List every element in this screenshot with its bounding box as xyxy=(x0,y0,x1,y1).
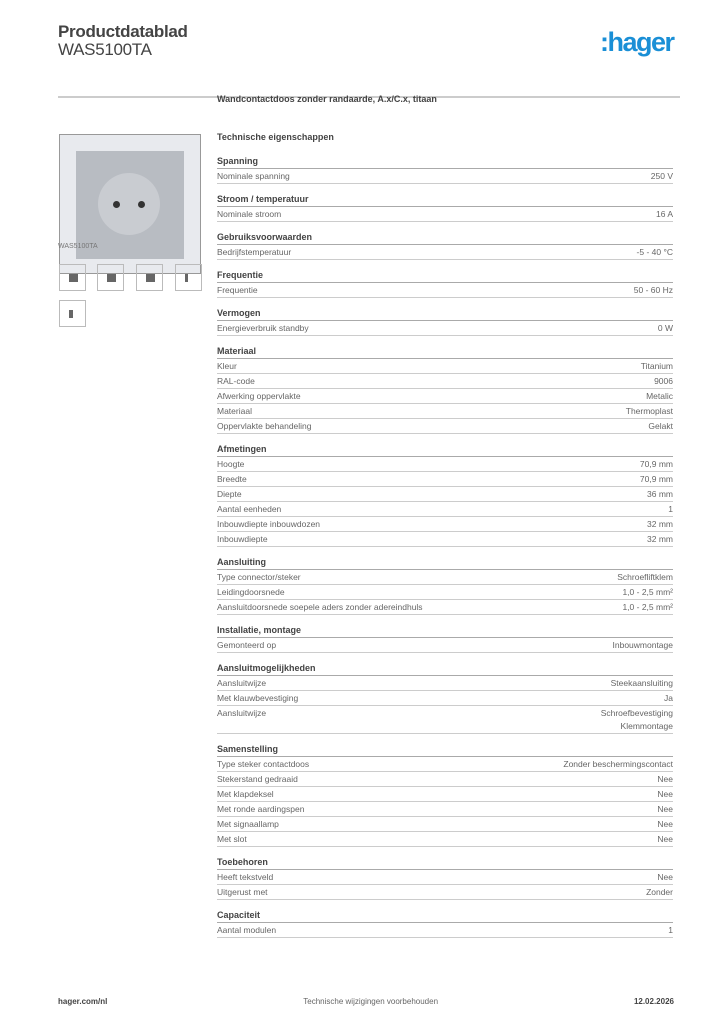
section-title: Gebruiksvoorwaarden xyxy=(217,231,673,245)
spec-row xyxy=(217,706,673,734)
spec-label: Oppervlakte behandeling xyxy=(217,421,312,431)
spec-label: Met slot xyxy=(217,834,247,844)
image-caption: WAS5100TA xyxy=(58,243,98,250)
spec-value: 9006 xyxy=(654,376,673,386)
spec-row xyxy=(217,923,673,938)
spec-row xyxy=(217,419,673,434)
spec-value: 36 mm xyxy=(647,489,673,499)
thumbnail-drawing-2[interactable] xyxy=(136,264,163,291)
spec-value: 250 V xyxy=(650,171,673,181)
spec-value: 1 xyxy=(668,504,673,514)
spec-value: Nee xyxy=(657,804,673,814)
spec-section xyxy=(217,909,673,938)
spec-section xyxy=(217,556,673,615)
spec-section xyxy=(217,193,673,222)
spec-row xyxy=(217,404,673,419)
spec-label: Breedte xyxy=(217,474,247,484)
specifications xyxy=(217,94,673,938)
spec-label: Nominale spanning xyxy=(217,171,290,181)
spec-row xyxy=(217,389,673,404)
spec-label: Afwerking oppervlakte xyxy=(217,391,301,401)
spec-value: 70,9 mm xyxy=(639,459,673,469)
section-title: Spanning xyxy=(217,155,673,169)
spec-label: Met klapdeksel xyxy=(217,789,274,799)
spec-label: Frequentie xyxy=(217,285,258,295)
spec-value: Steekaansluiting xyxy=(610,678,673,688)
footer xyxy=(58,997,674,1006)
spec-value: Zonder xyxy=(646,887,673,897)
spec-row xyxy=(217,757,673,772)
spec-label: Inbouwdiepte xyxy=(217,534,268,544)
spec-section xyxy=(217,307,673,336)
spec-section xyxy=(217,662,673,734)
spec-row xyxy=(217,585,673,600)
spec-value: Thermoplast xyxy=(625,406,673,416)
spec-row xyxy=(217,832,673,847)
spec-label: Heeft tekstveld xyxy=(217,872,274,882)
spec-row xyxy=(217,772,673,787)
spec-value: Nee xyxy=(657,774,673,784)
spec-value: 1 xyxy=(668,925,673,935)
spec-row xyxy=(217,676,673,691)
section-title: Materiaal xyxy=(217,345,673,359)
spec-value: 70,9 mm xyxy=(639,474,673,484)
spec-label: Met ronde aardingspen xyxy=(217,804,305,814)
spec-row xyxy=(217,502,673,517)
section-title: Installatie, montage xyxy=(217,624,673,638)
spec-value: 16 A xyxy=(655,209,673,219)
spec-label: Kleur xyxy=(217,361,237,371)
spec-value: 50 - 60 Hz xyxy=(633,285,673,295)
hager-logo: :hager xyxy=(600,27,674,57)
product-image[interactable] xyxy=(59,134,201,274)
spec-row xyxy=(217,532,673,547)
spec-row xyxy=(217,787,673,802)
spec-value: 32 mm xyxy=(647,534,673,544)
product-code: WAS5100TA xyxy=(58,40,152,59)
spec-label: Bedrijfstemperatuur xyxy=(217,247,292,257)
spec-row xyxy=(217,570,673,585)
spec-label: Met signaallamp xyxy=(217,819,279,829)
section-title: Toebehoren xyxy=(217,856,673,870)
spec-label: Type connector/steker xyxy=(217,572,301,582)
spec-label: Materiaal xyxy=(217,406,252,416)
spec-label: Aansluitdoorsnede soepele aders zonder adereindhuls xyxy=(217,602,423,612)
spec-value: Titanium xyxy=(640,361,673,371)
spec-section xyxy=(217,856,673,900)
spec-row xyxy=(217,283,673,298)
spec-label: Energieverbruik standby xyxy=(217,323,309,333)
spec-label: Hoogte xyxy=(217,459,245,469)
footer-notice: Technische wijzigingen voorbehouden xyxy=(303,997,439,1006)
spec-section xyxy=(217,269,673,298)
spec-row xyxy=(217,321,673,336)
spec-label: Type steker contactdoos xyxy=(217,759,310,769)
section-title: Samenstelling xyxy=(217,743,673,757)
spec-value: Zonder beschermingscontact xyxy=(563,759,673,769)
spec-row xyxy=(217,472,673,487)
spec-label: Stekerstand gedraaid xyxy=(217,774,298,784)
tech-heading: Technische eigenschappen xyxy=(217,132,334,142)
section-title: Stroom / temperatuur xyxy=(217,193,673,207)
spec-label: RAL-code xyxy=(217,376,255,386)
spec-section xyxy=(217,624,673,653)
spec-label: Gemonteerd op xyxy=(217,640,277,650)
spec-row xyxy=(217,359,673,374)
spec-row xyxy=(217,374,673,389)
spec-value: Gelakt xyxy=(648,421,673,431)
spec-label: Diepte xyxy=(217,489,242,499)
spec-value: Nee xyxy=(657,819,673,829)
section-title: Frequentie xyxy=(217,269,673,283)
spec-row xyxy=(217,802,673,817)
spec-label: Aantal eenheden xyxy=(217,504,282,514)
spec-row xyxy=(217,600,673,615)
spec-section xyxy=(217,345,673,434)
thumbnail-front[interactable] xyxy=(59,264,86,291)
section-title: Capaciteit xyxy=(217,909,673,923)
section-title: Aansluiting xyxy=(217,556,673,570)
spec-value: Inbouwmontage xyxy=(612,640,673,650)
product-description: Wandcontactdoos zonder randaarde, A.x/C.x, titaan xyxy=(217,94,437,104)
spec-value: -5 - 40 °C xyxy=(636,247,673,257)
footer-date: 12.02.2026 xyxy=(633,997,674,1006)
spec-label: Met klauwbevestiging xyxy=(217,693,299,703)
spec-label: Nominale stroom xyxy=(217,209,282,219)
spec-row xyxy=(217,870,673,885)
spec-value: Schroefliftklem xyxy=(617,572,673,582)
spec-label: Uitgerust met xyxy=(217,887,268,897)
spec-row xyxy=(217,457,673,472)
spec-value: Nee xyxy=(657,789,673,799)
spec-value: 1,0 - 2,5 mm² xyxy=(622,602,673,612)
spec-row xyxy=(217,487,673,502)
spec-section xyxy=(217,743,673,847)
spec-row xyxy=(217,169,673,184)
spec-row xyxy=(217,691,673,706)
spec-section xyxy=(217,443,673,547)
thumbnail-drawing-1[interactable] xyxy=(97,264,124,291)
spec-label: Aantal modulen xyxy=(217,925,277,935)
page-title: Productdatablad xyxy=(58,22,188,41)
footer-website[interactable]: hager.com/nl xyxy=(58,997,108,1006)
spec-label: Inbouwdiepte inbouwdozen xyxy=(217,519,321,529)
spec-value: Nee xyxy=(657,872,673,882)
spec-value: Schroefbevestiging Klemmontage xyxy=(600,708,673,731)
spec-value: Metalic xyxy=(646,391,673,401)
socket-outlet xyxy=(98,173,160,235)
spec-value: 32 mm xyxy=(647,519,673,529)
section-title: Vermogen xyxy=(217,307,673,321)
thumbnail-side-2[interactable] xyxy=(59,300,86,327)
spec-label: Leidingdoorsnede xyxy=(217,587,285,597)
spec-value: 0 W xyxy=(657,323,673,333)
spec-row xyxy=(217,638,673,653)
spec-section xyxy=(217,155,673,184)
spec-row xyxy=(217,817,673,832)
spec-label: Aansluitwijze xyxy=(217,678,267,688)
thumbnail-side[interactable] xyxy=(175,264,202,291)
spec-value: Ja xyxy=(664,693,673,703)
section-title: Aansluitmogelijkheden xyxy=(217,662,673,676)
spec-value: Nee xyxy=(657,834,673,844)
spec-row xyxy=(217,207,673,222)
spec-row xyxy=(217,245,673,260)
spec-row xyxy=(217,517,673,532)
spec-section xyxy=(217,231,673,260)
spec-value: 1,0 - 2,5 mm² xyxy=(622,587,673,597)
spec-row xyxy=(217,885,673,900)
spec-label: Aansluitwijze xyxy=(217,708,267,718)
section-title: Afmetingen xyxy=(217,443,673,457)
